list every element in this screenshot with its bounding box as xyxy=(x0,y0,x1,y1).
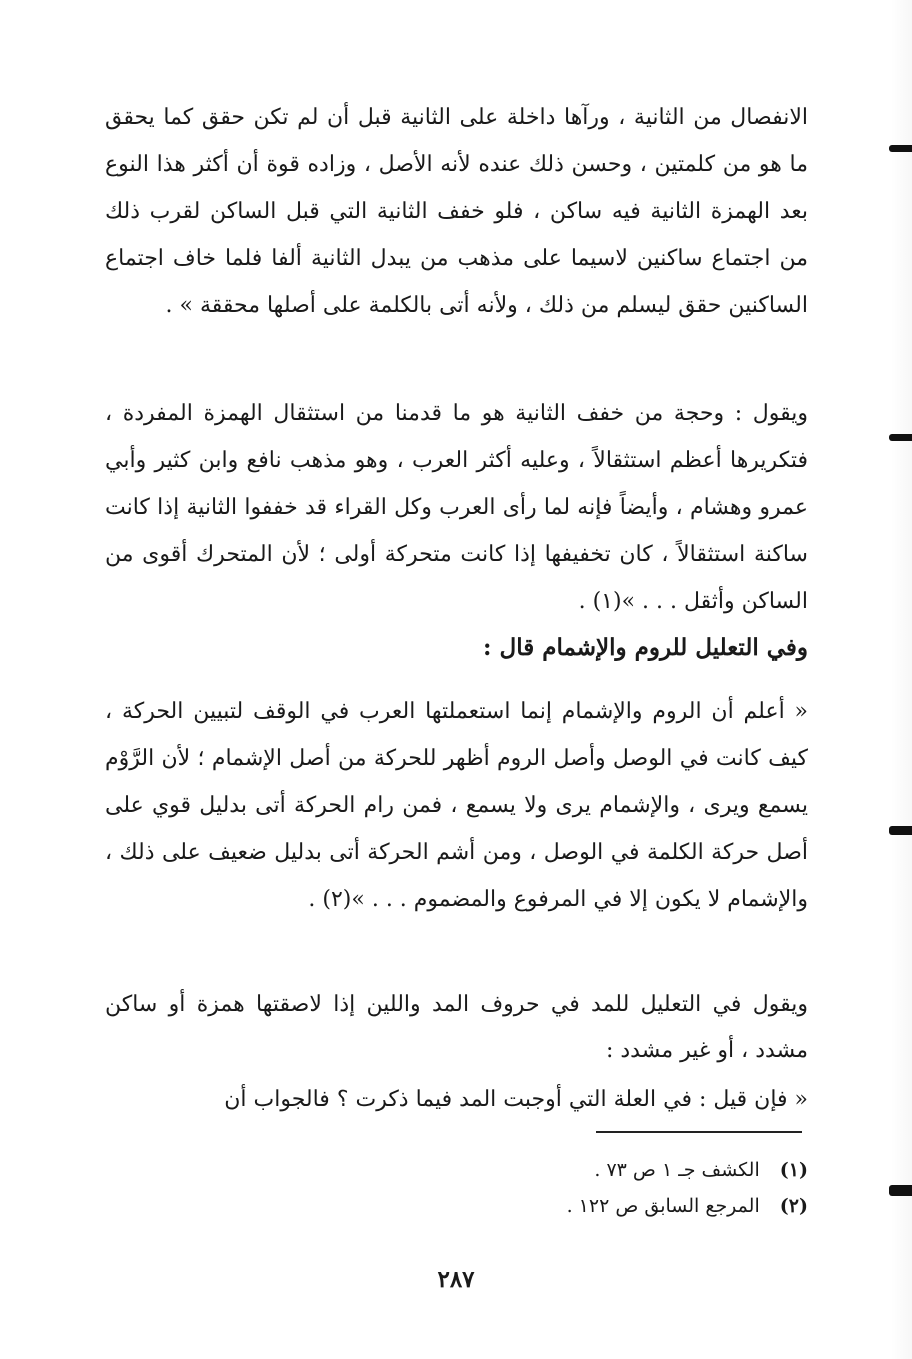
page-number: ٢٨٧ xyxy=(437,1266,475,1293)
footnote-text: الكشف جـ ١ ص ٧٣ . xyxy=(594,1159,760,1181)
binding-edge-mark xyxy=(889,145,912,152)
section-heading: وفي التعليل للروم والإشمام قال : xyxy=(482,634,808,661)
binding-edge-mark xyxy=(889,1185,912,1196)
page-edge-shadow xyxy=(890,0,912,1359)
paragraph-5: « فإن قيل : في العلة التي أوجبت المد فيما ذكرت ؟ فالجواب أن xyxy=(224,1087,808,1112)
footnote-1 xyxy=(300,1154,808,1186)
paragraph-4: ويقول في التعليل للمد في حروف المد واللين إذا لاصقتها همزة أو ساكن مشدد ، أو غير مشدد : xyxy=(105,992,808,1063)
paragraph-2: ويقول : وحجة من خفف الثانية هو ما قدمنا من استثقال الهمزة المفردة ، فتكريرها أعظم استثقالاً ، وعليه أكثر العرب ، وهو مذهب نافع وابن كثير وأبي عمرو وهشام ، وأيضاً فإنه لما رأى العرب وكل القراء قد خففوا الثانية إذا كانت ساكنة استثقالاً ، كان تخفيفها إذا كانت متحركة أولى ؛ لأن المتحرك أقوى من الساكن وأثقل . . . »(١) . xyxy=(105,401,808,614)
binding-edge-mark xyxy=(889,826,912,835)
footnote-text: المرجع السابق ص ١٢٢ . xyxy=(566,1195,760,1217)
footnote-2 xyxy=(300,1190,808,1222)
footnote-separator xyxy=(596,1131,802,1133)
paragraph-1: الانفصال من الثانية ، ورآها داخلة على الثانية قبل أن لم تكن حقق كما يحقق ما هو من كلمتين ، وحسن ذلك عنده لأنه الأصل ، وزاده قوة أن أكثر هذا النوع بعد الهمزة الثانية فيه ساكن ، فلو خفف الثانية التي قبل الساكن لقرب ذلك من اجتماع ساكنين لاسيما على مذهب من يبدل الثانية ألفا فلما خاف اجتماع الساكنين حقق ليسلم من ذلك ، ولأنه أتى بالكلمة على أصلها محققة » . xyxy=(105,105,808,318)
paragraph-3: « أعلم أن الروم والإشمام إنما استعملتها العرب في الوقف لتبيين الحركة ، كيف كانت في الوصل وأصل الروم أظهر للحركة من أصل الإشمام ؛ لأن الرَّوْم يسمع ويرى ، والإشمام يرى ولا يسمع ، فمن رام الحركة أتى بدليل قوي على أصل حركة الكلمة في الوصل ، ومن أشم الحركة أتى بدليل ضعيف على ذلك ، والإشمام لا يكون إلا في المرفوع والمضموم . . . »(٢) . xyxy=(105,699,808,912)
binding-edge-mark xyxy=(889,434,912,441)
footnote-number: (٢) xyxy=(779,1195,808,1217)
footnote-number: (١) xyxy=(779,1159,808,1181)
